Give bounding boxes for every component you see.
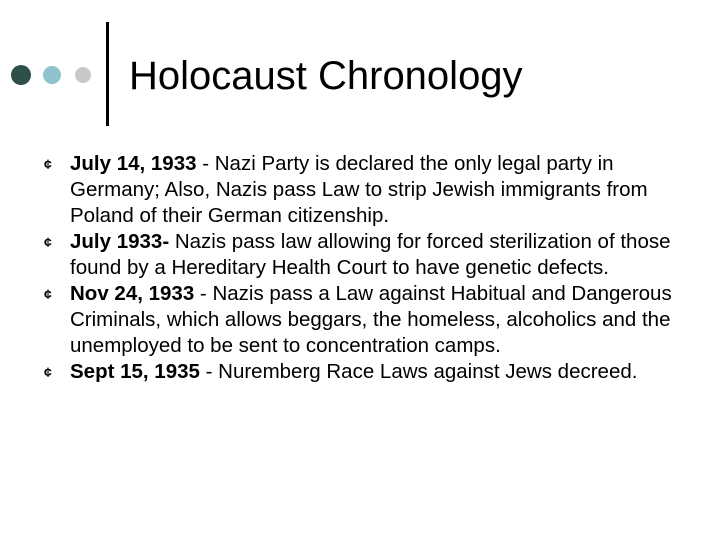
bullet-text: - Nazis pass a Law against Habitual and Dangerous Criminals, which allows beggars, the homeless, alcoholics and the unemployed to be sent to concentration camps. [70,282,672,357]
decorative-dot-dark [11,65,31,85]
bullet-icon: ¢ [44,156,52,172]
bullet-date: Sept 15, 1935 [70,360,200,383]
bullet-icon: ¢ [44,364,52,380]
bullet-icon: ¢ [44,286,52,302]
bullet-text: Nazis pass law allowing for forced sterilization of those found by a Hereditary Health Court to have genetic defects. [70,230,671,279]
slide-title: Holocaust Chronology [129,54,523,98]
decorative-dot-gray [75,67,91,83]
bullet-date: July 1933- [70,230,170,253]
bullet-icon: ¢ [44,234,52,250]
bullet-item-3 [40,281,700,359]
bullet-date: Nov 24, 1933 [70,282,195,305]
bullet-item-2 [40,229,700,281]
title-divider [106,22,109,126]
bullet-item-4 [40,359,700,385]
bullet-text: - Nazi Party is declared the only legal party in Germany; Also, Nazis pass Law to strip Jewish immigrants from Poland of their German citizenship. [70,152,648,227]
bullet-list [40,151,700,385]
bullet-item-1 [40,151,700,229]
decorative-dot-teal [43,66,61,84]
bullet-text: - Nuremberg Race Laws against Jews decreed. [199,360,638,383]
bullet-date: July 14, 1933 [70,152,197,175]
